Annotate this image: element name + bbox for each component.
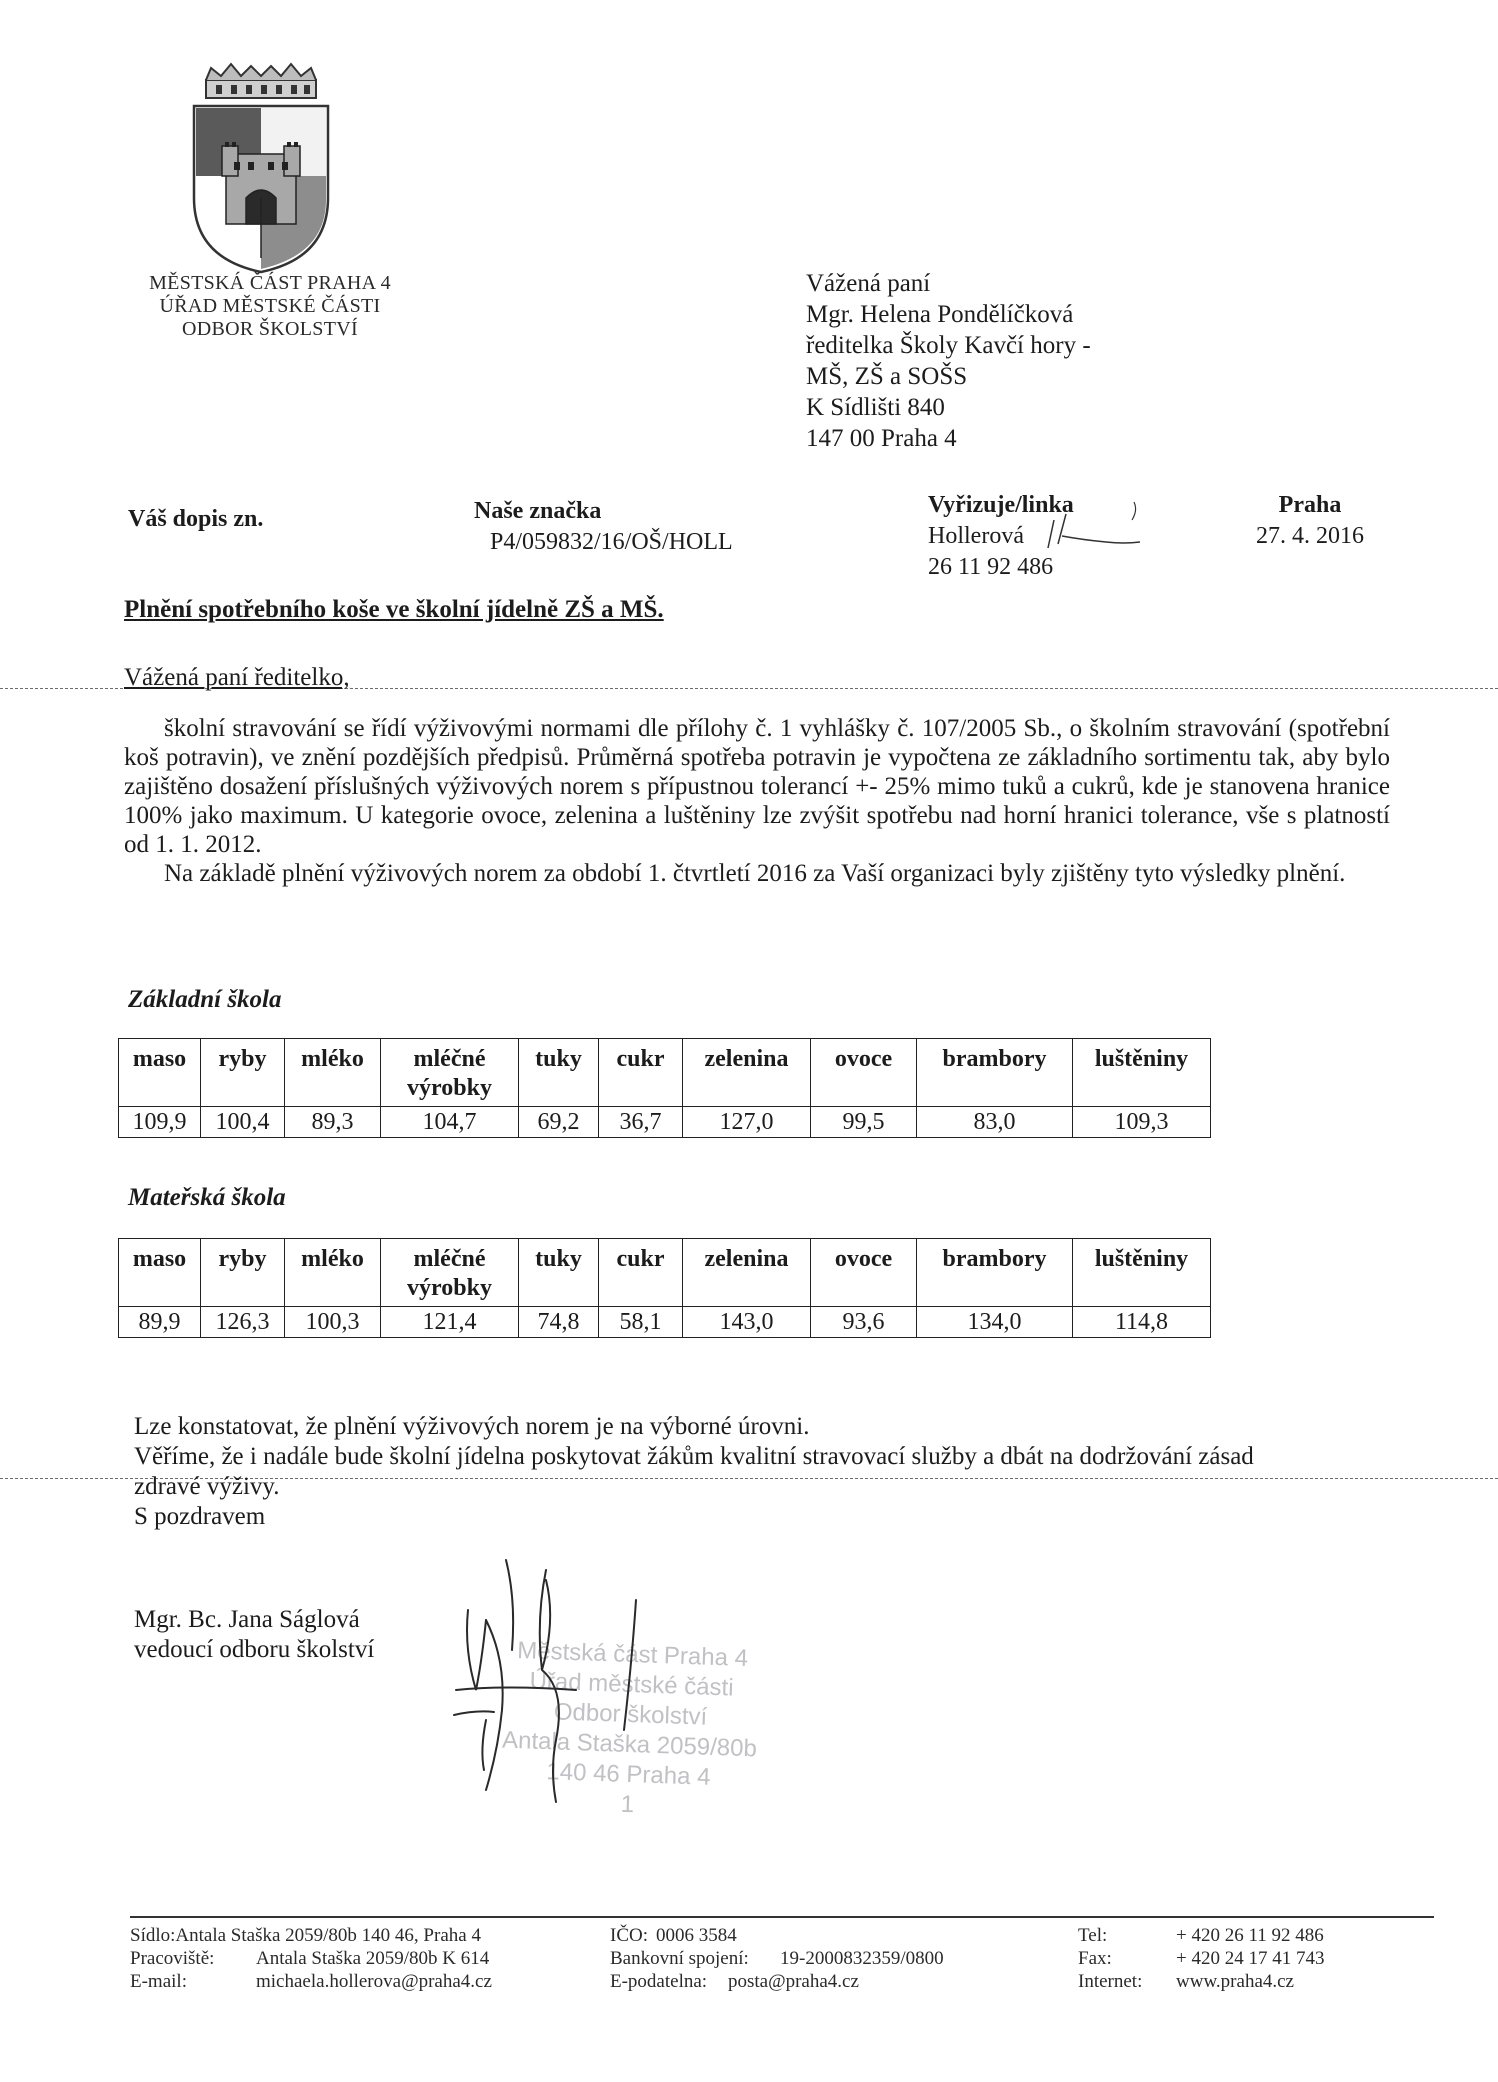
footer-value: 0006 3584 [656, 1925, 737, 1946]
column-header: mléčné výrobky [381, 1239, 519, 1307]
table-cell: 126,3 [201, 1307, 285, 1338]
table-title-kindergarten: Mateřská škola [128, 1184, 286, 1211]
footer-divider [130, 1916, 1434, 1918]
your-letter-ref [128, 504, 263, 535]
table-cell: 83,0 [917, 1107, 1073, 1138]
table-cell: 100,3 [285, 1307, 381, 1338]
addressee-school: MŠ, ZŠ a SOŠS [806, 363, 968, 390]
footer-label: IČO: [610, 1925, 648, 1946]
footer-label: Fax: [1078, 1948, 1112, 1969]
closing-line: zdravé výživy. [134, 1473, 280, 1500]
handwritten-signature [446, 1540, 666, 1810]
table-cell: 114,8 [1073, 1307, 1211, 1338]
column-header: mléko [285, 1039, 381, 1107]
column-header: ryby [201, 1239, 285, 1307]
column-header: cukr [599, 1239, 683, 1307]
our-ref-value: P4/059832/16/OŠ/HOLL [490, 529, 733, 555]
addressee-street: K Sídlišti 840 [806, 394, 945, 421]
table-header-row [119, 1039, 1211, 1107]
stamp-line: Odbor školství [553, 1698, 708, 1731]
table-cell: 69,2 [519, 1107, 599, 1138]
office-line: ODBOR ŠKOLSTVÍ [182, 318, 358, 340]
closing-line: S pozdravem [134, 1503, 266, 1530]
handled-name: Hollerová [928, 523, 1024, 549]
place-label: Praha [1278, 492, 1342, 518]
column-header: maso [119, 1239, 201, 1307]
footer-label: Pracoviště: [130, 1948, 215, 1969]
column-header: tuky [519, 1239, 599, 1307]
stamp-line: Městská část Praha 4 [516, 1637, 749, 1673]
footer-value: Antala Staška 2059/80b 140 46, Praha 4 [175, 1925, 481, 1946]
salutation: Vážená paní ředitelko, [124, 664, 350, 691]
column-header: brambory [917, 1039, 1073, 1107]
addressee-name: Mgr. Helena Pondělíčková [806, 301, 1074, 328]
addressee-greeting: Vážená paní [806, 270, 931, 297]
office-line: ÚŘAD MĚSTSKÉ ČÁSTI [159, 295, 381, 317]
office-line: MĚSTSKÁ ČÁST PRAHA 4 [149, 272, 391, 294]
issuing-office [120, 272, 420, 341]
column-header: ryby [201, 1039, 285, 1107]
table-cell: 104,7 [381, 1107, 519, 1138]
footer-website[interactable]: www.praha4.cz [1176, 1971, 1294, 1992]
handled-phone: 26 11 92 486 [928, 554, 1054, 580]
column-header: tuky [519, 1039, 599, 1107]
letter-date: 27. 4. 2016 [1256, 523, 1364, 549]
letter-subject: Plnění spotřebního koše ve školní jídelně ZŠ a MŠ. [124, 596, 664, 623]
footer-label: Sídlo: [130, 1925, 176, 1946]
footer-label: E-podatelna: [610, 1971, 708, 1992]
footer-address [130, 1924, 492, 1993]
table-cell: 100,4 [201, 1107, 285, 1138]
column-header: brambory [917, 1239, 1073, 1307]
addressee-role: ředitelka Školy Kavčí hory - [806, 332, 1091, 359]
footer-identifiers [610, 1924, 944, 1993]
footer-label: Internet: [1078, 1971, 1143, 1992]
footer-label: E-mail: [130, 1971, 187, 1992]
table-cell: 109,3 [1073, 1107, 1211, 1138]
signer-block [134, 1605, 374, 1665]
results-table-kindergarten [118, 1238, 1211, 1338]
closing-text [134, 1412, 1400, 1532]
table-row [119, 1307, 1211, 1338]
addressee-city: 147 00 Praha 4 [806, 425, 957, 452]
body-paragraph: Na základě plnění výživových norem za období 1. čtvrtletí 2016 za Vaší organizaci byly zjištěny tyto výsledky plnění. [164, 860, 1346, 887]
column-header: zelenina [683, 1039, 811, 1107]
stamp-line: 1 [620, 1790, 635, 1819]
column-header: luštěniny [1073, 1039, 1211, 1107]
table-cell: 36,7 [599, 1107, 683, 1138]
your-letter-label: Váš dopis zn. [128, 506, 264, 532]
footer-label: Bankovní spojení: [610, 1948, 749, 1969]
table-cell: 58,1 [599, 1307, 683, 1338]
our-ref [474, 496, 733, 558]
results-table-primary-school [118, 1038, 1211, 1138]
column-header: mléko [285, 1239, 381, 1307]
column-header: maso [119, 1039, 201, 1107]
table-cell: 109,9 [119, 1107, 201, 1138]
table-cell: 121,4 [381, 1307, 519, 1338]
column-header: zelenina [683, 1239, 811, 1307]
footer-email[interactable]: michaela.hollerova@praha4.cz [256, 1971, 492, 1992]
footer-value: Antala Staška 2059/80b K 614 [256, 1948, 490, 1969]
stamp-line: Úřad městské části [529, 1667, 735, 1702]
column-header: cukr [599, 1039, 683, 1107]
signer-title: vedoucí odboru školství [134, 1636, 375, 1663]
footer-epodatelna[interactable]: posta@praha4.cz [728, 1971, 859, 1992]
footer-phone: + 420 26 11 92 486 [1176, 1925, 1324, 1946]
coat-of-arms-logo [186, 58, 336, 278]
table-cell: 99,5 [811, 1107, 917, 1138]
stamp-line: Antala Staška 2059/80b [501, 1726, 758, 1763]
stamp-line: 140 46 Praha 4 [545, 1758, 711, 1791]
closing-line: Lze konstatovat, že plnění výživových norem je na výborné úrovni. [134, 1413, 810, 1440]
table-row [119, 1107, 1211, 1138]
table-cell: 127,0 [683, 1107, 811, 1138]
footer-fax: + 420 24 17 41 743 [1176, 1948, 1325, 1969]
column-header: ovoce [811, 1039, 917, 1107]
our-ref-label: Naše značka [474, 498, 602, 524]
closing-line: Věříme, že i nadále bude školní jídelna poskytovat žákům kvalitní stravovací služby a dbát na dodržování zásad [134, 1443, 1254, 1470]
table-header-row [119, 1239, 1211, 1307]
handled-label: Vyřizuje/linka [928, 492, 1074, 518]
addressee-block [806, 268, 1091, 454]
table-cell: 89,3 [285, 1107, 381, 1138]
footer-contacts [1078, 1924, 1324, 1993]
place-date [1256, 490, 1364, 552]
table-cell: 74,8 [519, 1307, 599, 1338]
footer-label: Tel: [1078, 1925, 1108, 1946]
table-cell: 89,9 [119, 1307, 201, 1338]
table-title-primary-school: Základní škola [128, 986, 282, 1013]
column-header: ovoce [811, 1239, 917, 1307]
column-header: mléčné výrobky [381, 1039, 519, 1107]
initials-signature [1044, 500, 1144, 560]
letter-body [124, 714, 1390, 888]
signer-name: Mgr. Bc. Jana Ságlová [134, 1606, 360, 1633]
body-paragraph: školní stravování se řídí výživovými normami dle přílohy č. 1 vyhlášky č. 107/2005 Sb., o školním stravování (spotřební koš potravin), ve znění pozdějších předpisů. Průměrná spotřeba potravin je vypočtena ze základního sortimentu tak, aby bylo zajištěno dosažení příslušných výživových norem s přípustnou tolerancí +- 25% mimo tuků a cukrů, kde je stanovena hranice 100% jako maximum. U kategorie ovoce, zelenina a luštěniny lze zvýšit spotřebu nad horní hranici tolerance, vše s platností od 1. 1. 2012. [124, 715, 1390, 858]
footer-value: 19-2000832359/0800 [780, 1948, 944, 1969]
table-cell: 134,0 [917, 1307, 1073, 1338]
column-header: luštěniny [1073, 1239, 1211, 1307]
table-cell: 143,0 [683, 1307, 811, 1338]
table-cell: 93,6 [811, 1307, 917, 1338]
